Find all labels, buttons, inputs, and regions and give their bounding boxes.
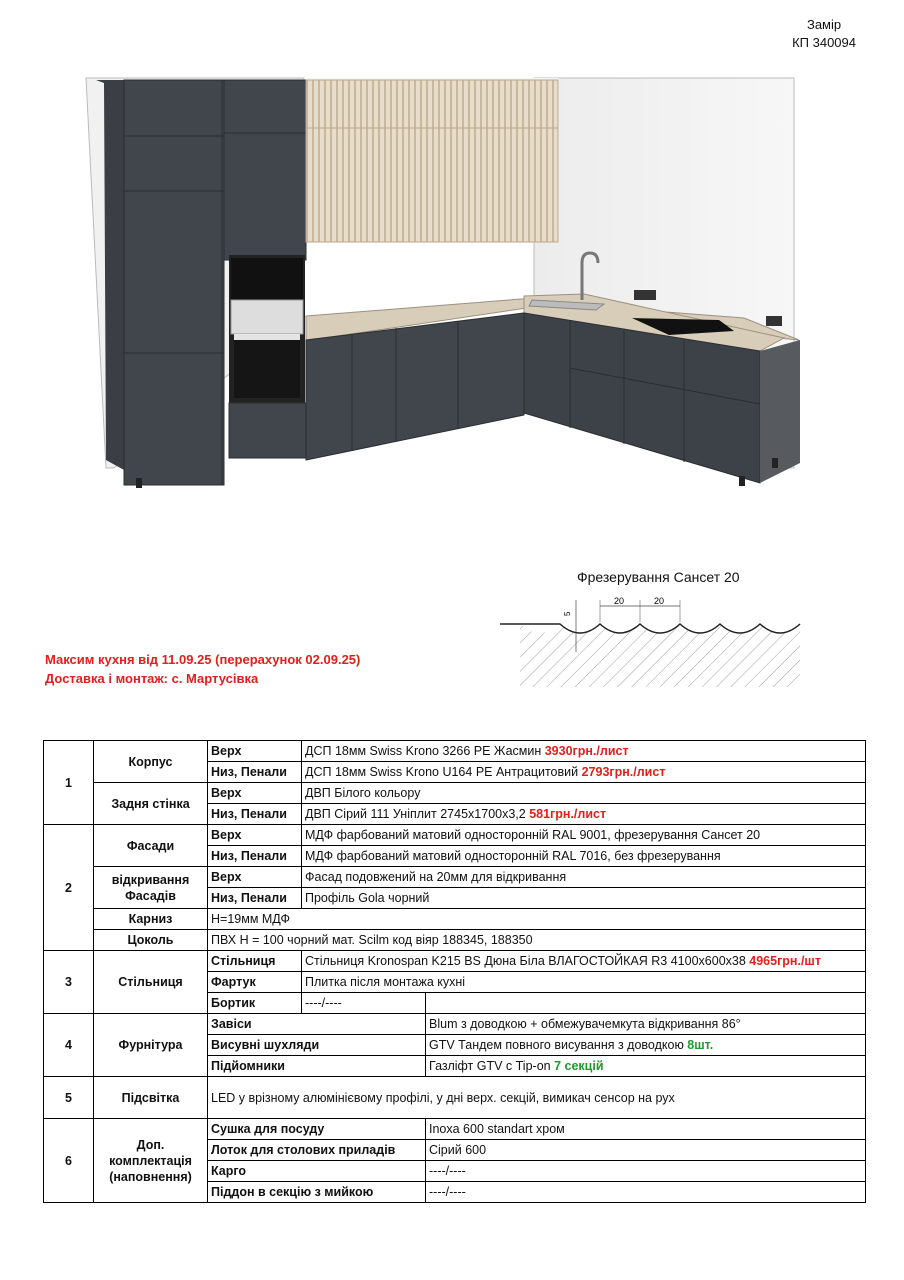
kitchen-render <box>84 68 804 498</box>
sub-label: Верх <box>208 867 302 888</box>
spec-value <box>302 762 866 783</box>
header-number: КП 340094 <box>792 35 856 50</box>
spec-value: МДФ фарбований матовий односторонній RAL 7016, без фрезерування <box>302 846 866 867</box>
spec-text: Стільниця Kronospan K215 BS Дюна Біла ВЛАГОСТОЙКАЯ R3 4100x600x38 <box>305 954 750 968</box>
section-number: 5 <box>44 1077 94 1119</box>
sub-label: Бортик <box>208 993 302 1014</box>
spec-value <box>302 804 866 825</box>
spec-value <box>426 1056 866 1077</box>
category-hardware: Фурнітура <box>94 1014 208 1077</box>
spec-empty <box>426 993 866 1014</box>
section-number: 1 <box>44 741 94 825</box>
spec-value: Профіль Gola чорний <box>302 888 866 909</box>
table-row <box>44 1119 866 1140</box>
spec-value: ----/---- <box>426 1161 866 1182</box>
specification-table <box>43 740 866 1203</box>
table-row <box>44 909 866 930</box>
category-opening: відкривання Фасадів <box>94 867 208 909</box>
sub-label: Стільниця <box>208 951 302 972</box>
sub-label: Завіси <box>208 1014 426 1035</box>
spec-value: Blum з доводкою + обмежувачемкута відкривання 86° <box>426 1014 866 1035</box>
spec-value: Н=19мм МДФ <box>208 909 866 930</box>
table-row <box>44 825 866 846</box>
sub-label: Низ, Пенали <box>208 846 302 867</box>
sub-label: Висувні шухляди <box>208 1035 426 1056</box>
sub-label: Верх <box>208 783 302 804</box>
order-note-line2: Доставка і монтаж: с. Мартусівка <box>45 671 259 686</box>
table-row <box>44 783 866 804</box>
spec-text: GTV Тандем повного висування з доводкою <box>429 1038 688 1052</box>
category-korpus: Корпус <box>94 741 208 783</box>
spec-price: 2793грн./лист <box>581 765 666 779</box>
section-number: 4 <box>44 1014 94 1077</box>
spec-price: 581грн./лист <box>529 807 607 821</box>
spec-value: Фасад подовжений на 20мм для відкривання <box>302 867 866 888</box>
category-worktop: Стільниця <box>94 951 208 1014</box>
table-row <box>44 867 866 888</box>
order-note-line1: Максим кухня від 11.09.25 (перерахунок 02.09.25) <box>45 652 361 667</box>
category-back-panel: Задня стінка <box>94 783 208 825</box>
spec-value: Inoxa 600 standart хром <box>426 1119 866 1140</box>
sub-label: Верх <box>208 825 302 846</box>
milling-dim-height: 5 <box>563 611 572 616</box>
spec-value <box>302 741 866 762</box>
spec-text: ДВП Сірий 111 Уніплит 2745х1700х3,2 <box>305 807 530 821</box>
category-plinth: Цоколь <box>94 930 208 951</box>
spec-value: ----/---- <box>302 993 426 1014</box>
spec-value: Плитка після монтажа кухні <box>302 972 866 993</box>
category-facades: Фасади <box>94 825 208 867</box>
spec-value <box>302 951 866 972</box>
table-row <box>44 1077 866 1119</box>
spec-text: ДСП 18мм Swiss Krono U164 PE Антрацитовий <box>305 765 582 779</box>
spec-value: ДВП Білого кольору <box>302 783 866 804</box>
spec-count: 8шт. <box>687 1038 714 1052</box>
milling-dim-width-1: 20 <box>614 596 625 606</box>
category-lighting: Підсвітка <box>94 1077 208 1119</box>
category-cornice: Карниз <box>94 909 208 930</box>
sub-label: Фартук <box>208 972 302 993</box>
sub-label: Низ, Пенали <box>208 804 302 825</box>
section-number: 2 <box>44 825 94 951</box>
spec-value: LED у врізному алюмінієвому профілі, у дні верх. секцій, вимикач сенсор на рух <box>208 1077 866 1119</box>
table-row <box>44 930 866 951</box>
spec-price: 3930грн./лист <box>544 744 629 758</box>
milling-title: Фрезерування Сансет 20 <box>577 569 740 585</box>
document-header <box>792 16 856 52</box>
sub-label: Піддон в секцію з мийкою <box>208 1182 426 1203</box>
table-row <box>44 741 866 762</box>
spec-value: ПВХ Н = 100 чорний мат. Scilm код віяр 188345, 188350 <box>208 930 866 951</box>
spec-count: 7 секцій <box>554 1059 604 1073</box>
sub-label: Карго <box>208 1161 426 1182</box>
spec-price: 4965грн./шт <box>749 954 821 968</box>
sub-label: Верх <box>208 741 302 762</box>
sub-label: Лоток для столових приладів <box>208 1140 426 1161</box>
sub-label: Низ, Пенали <box>208 762 302 783</box>
section-number: 3 <box>44 951 94 1014</box>
sub-label: Сушка для посуду <box>208 1119 426 1140</box>
sub-label: Низ, Пенали <box>208 888 302 909</box>
milling-profile-drawing <box>500 592 810 692</box>
header-title: Замір <box>806 17 842 32</box>
spec-text: Газліфт GTV с Tip-on <box>429 1059 555 1073</box>
spec-value: Сірий 600 <box>426 1140 866 1161</box>
section-number: 6 <box>44 1119 94 1203</box>
milling-dim-width-2: 20 <box>654 596 665 606</box>
spec-text: ДСП 18мм Swiss Krono 3266 PE Жасмин <box>305 744 545 758</box>
table-row <box>44 1014 866 1035</box>
spec-value: МДФ фарбований матовий односторонній RAL 9001, фрезерування Сансет 20 <box>302 825 866 846</box>
table-row <box>44 951 866 972</box>
sub-label: Підйомники <box>208 1056 426 1077</box>
order-note <box>45 650 360 688</box>
spec-value <box>426 1035 866 1056</box>
category-extra: Доп. комплектація (наповнення) <box>94 1119 208 1203</box>
spec-value: ----/---- <box>426 1182 866 1203</box>
